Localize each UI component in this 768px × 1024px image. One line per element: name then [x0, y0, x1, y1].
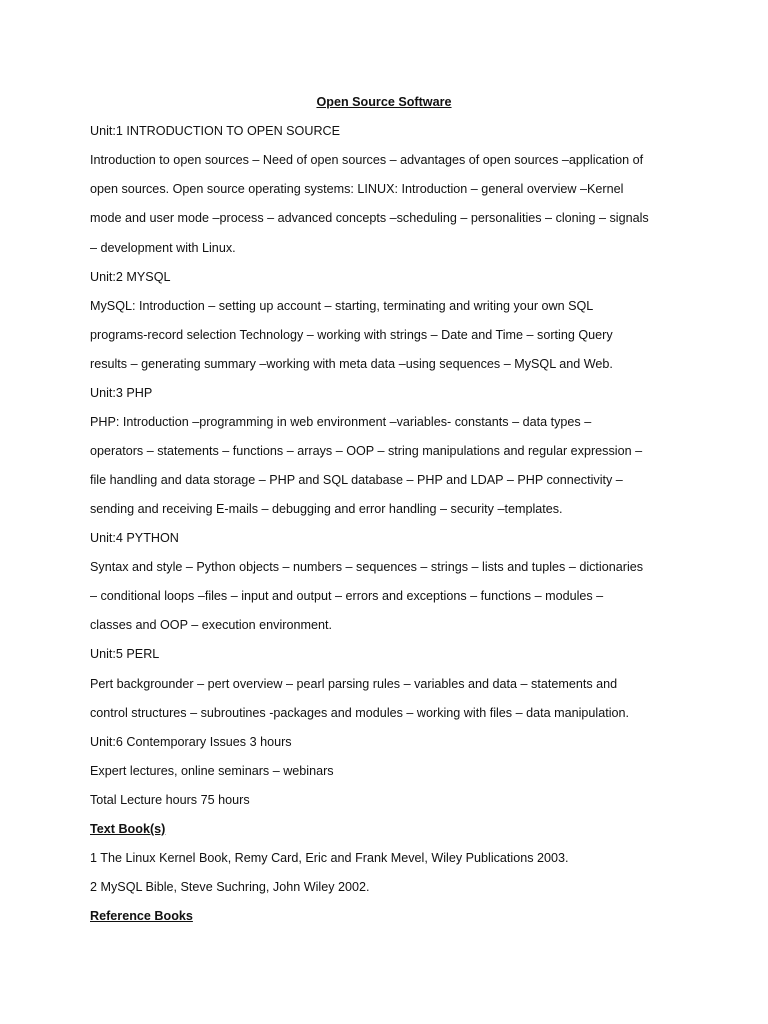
text-books-heading: Text Book(s)	[90, 822, 166, 836]
unit-4-text-line-3: classes and OOP – execution environment.	[90, 618, 332, 632]
unit-3-text-line-1: PHP: Introduction –programming in web environment –variables- constants – data types –	[90, 415, 592, 429]
unit-6-text-line-1: Expert lectures, online seminars – webinars	[90, 764, 334, 778]
unit-4-text-line-2: – conditional loops –files – input and output – errors and exceptions – functions – modules –	[90, 589, 604, 603]
unit-2-text-line-2: programs-record selection Technology – working with strings – Date and Time – sorting Query	[90, 328, 613, 342]
unit-1-text-line-4: – development with Linux.	[90, 241, 236, 255]
unit-1-text-line-1: Introduction to open sources – Need of open sources – advantages of open sources –application of	[90, 153, 644, 167]
unit-2-text-line-1: MySQL: Introduction – setting up account – starting, terminating and writing your own SQL	[90, 299, 594, 313]
page-title: Open Source Software	[316, 95, 452, 109]
unit-4-heading: Unit:4 PYTHON	[90, 531, 179, 545]
unit-2-text-line-3: results – generating summary –working with meta data –using sequences – MySQL and Web.	[90, 357, 613, 371]
unit-1-text-line-3: mode and user mode –process – advanced concepts –scheduling – personalities – cloning – signals	[90, 211, 649, 225]
reference-books-heading: Reference Books	[90, 909, 193, 923]
unit-3-text-line-4: sending and receiving E-mails – debugging and error handling – security –templates.	[90, 502, 563, 516]
unit-5-heading: Unit:5 PERL	[90, 647, 160, 661]
unit-1-heading: Unit:1 INTRODUCTION TO OPEN SOURCE	[90, 124, 341, 138]
unit-2-heading: Unit:2 MYSQL	[90, 270, 171, 284]
unit-3-text-line-3: file handling and data storage – PHP and SQL database – PHP and LDAP – PHP connectivity –	[90, 473, 623, 487]
unit-5-text-line-1: Pert backgrounder – pert overview – pearl parsing rules – variables and data – statements and	[90, 677, 618, 691]
total-lecture-hours: Total Lecture hours 75 hours	[90, 793, 250, 807]
unit-1-text-line-2: open sources. Open source operating systems: LINUX: Introduction – general overview –Kernel	[90, 182, 624, 196]
unit-4-text-line-1: Syntax and style – Python objects – numbers – sequences – strings – lists and tuples – dictionaries	[90, 560, 644, 574]
unit-5-text-line-2: control structures – subroutines -packages and modules – working with files – data manipulation.	[90, 706, 630, 720]
unit-6-heading: Unit:6 Contemporary Issues 3 hours	[90, 735, 292, 749]
unit-3-text-line-2: operators – statements – functions – arrays – OOP – string manipulations and regular expression –	[90, 444, 643, 458]
unit-3-heading: Unit:3 PHP	[90, 386, 153, 400]
text-book-2: 2 MySQL Bible, Steve Suchring, John Wiley 2002.	[90, 880, 370, 894]
text-book-1: 1 The Linux Kernel Book, Remy Card, Eric and Frank Mevel, Wiley Publications 2003.	[90, 851, 569, 865]
